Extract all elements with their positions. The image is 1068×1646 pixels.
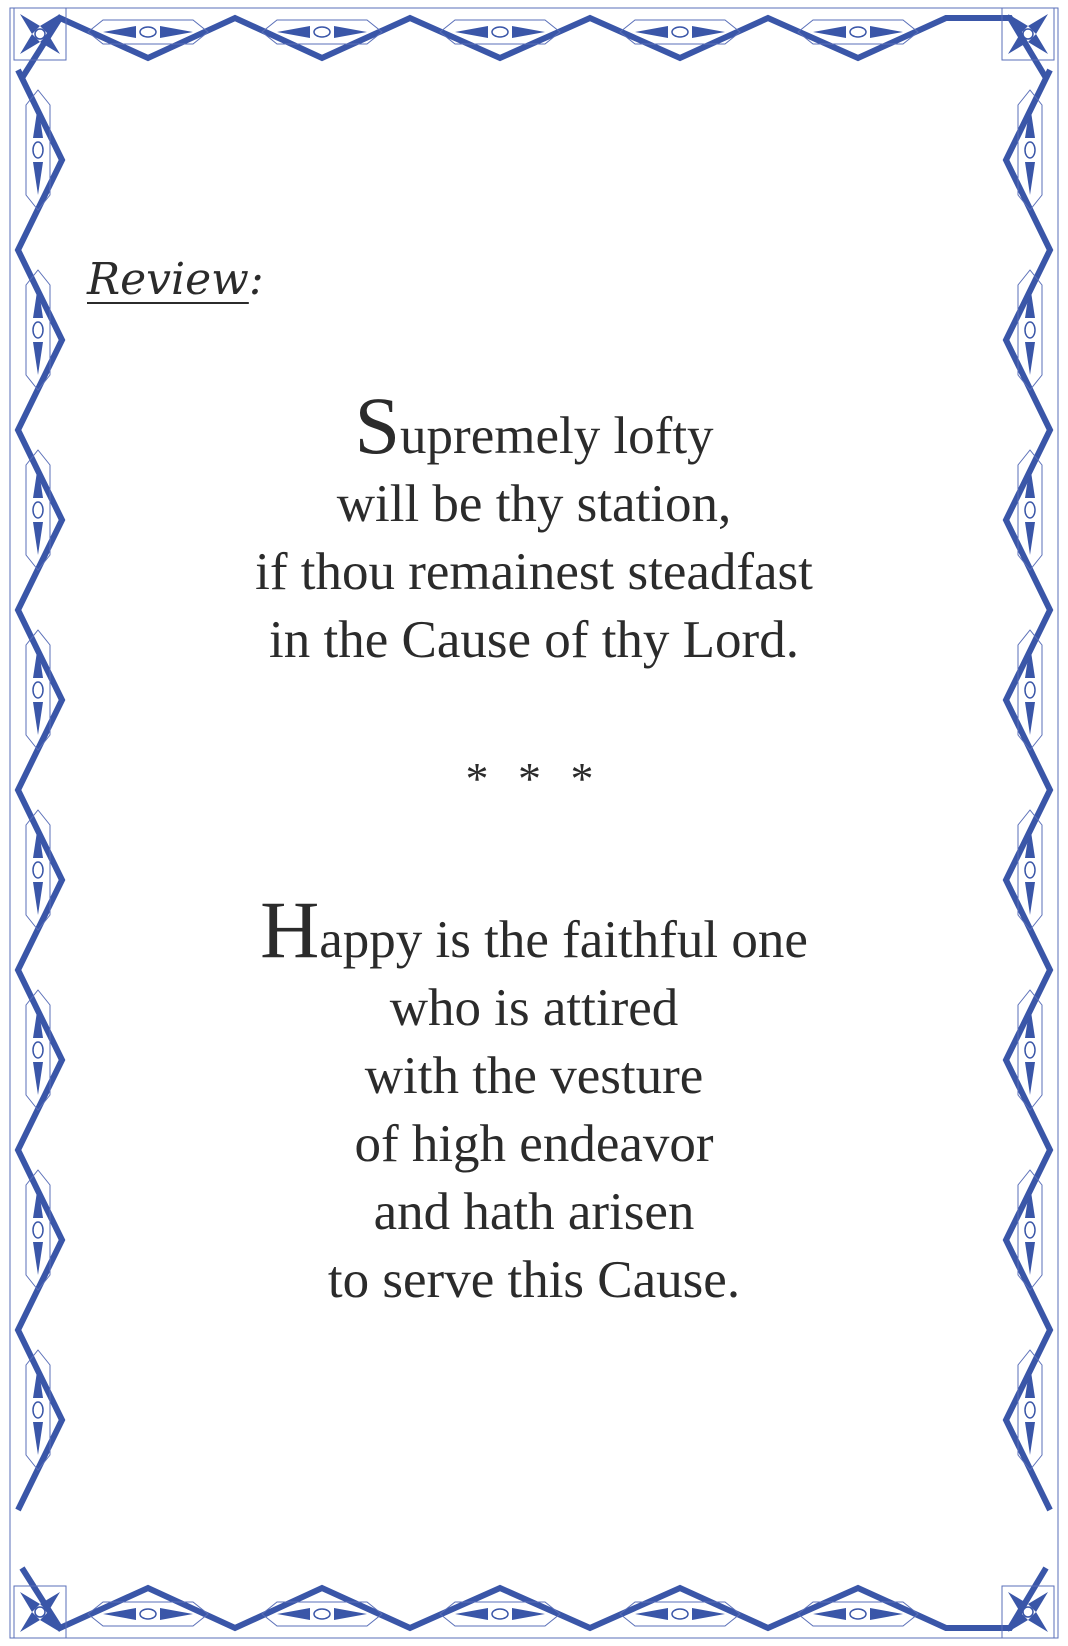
- section-separator: * * *: [465, 753, 603, 804]
- verse-one-first-line-rest: upremely lofty: [400, 407, 714, 465]
- verse-two-line: and hath arisen: [373, 1183, 695, 1241]
- verse-one-initial: S: [354, 380, 401, 471]
- verse-two-line: of high endeavor: [354, 1115, 714, 1173]
- verse-one-line: in the Cause of thy Lord.: [269, 611, 799, 669]
- verse-one-line: if thou remainest steadfast: [255, 543, 813, 601]
- verse-two-line: to serve this Cause.: [327, 1251, 741, 1309]
- verse-one-line: will be thy station,: [336, 475, 732, 533]
- verse-two: [0, 884, 1068, 1314]
- review-heading: [87, 254, 264, 305]
- verse-two-initial: H: [260, 884, 320, 975]
- verse-one: [0, 380, 1068, 674]
- verse-two-line: who is attired: [389, 979, 679, 1037]
- verse-one-first-line: [0, 380, 1068, 471]
- verse-two-first-line: [0, 884, 1068, 975]
- verse-two-line: with the vesture: [364, 1047, 704, 1105]
- verse-two-first-line-rest: appy is the faithful one: [319, 911, 808, 969]
- review-heading-word: Review: [87, 254, 249, 305]
- review-heading-colon: :: [248, 254, 264, 305]
